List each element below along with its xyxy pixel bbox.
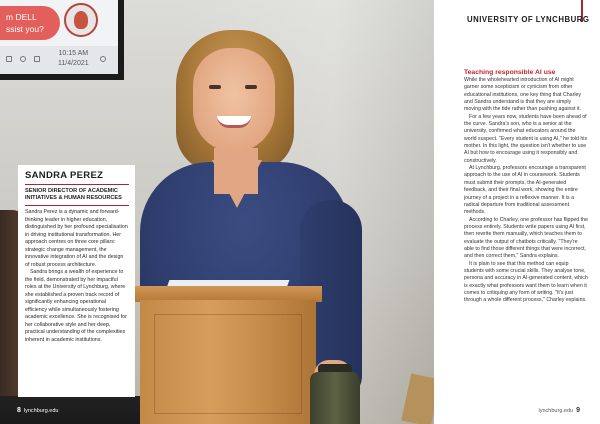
article-paragraph: It is plain to see that this method can equip students with some crucial skills. They analyse tone, persona and accuracy in AI-generated content, which is exactly what professors want them to learn when it comes to critiquing any form of writing. "It's just through a whole different process," Charley explains. xyxy=(464,260,588,304)
screen-taskbar xyxy=(0,46,118,74)
page-folio-left xyxy=(17,407,58,414)
speaker-face xyxy=(193,48,275,152)
section-heading: Teaching responsible AI use xyxy=(464,69,556,76)
page-number-left: 8 xyxy=(17,407,21,414)
water-bottle xyxy=(310,372,360,424)
assistant-speech-bubble: m DELL ssist you? xyxy=(0,6,60,40)
wifi-icon xyxy=(6,56,12,62)
screen-time: 10:15 AM xyxy=(58,50,89,57)
site-url-left: lynchburg.edu xyxy=(23,408,59,414)
volume-icon xyxy=(20,56,26,62)
bio-box xyxy=(18,165,135,397)
screen-clock xyxy=(58,49,89,69)
battery-icon xyxy=(34,56,40,62)
article-paragraph: For a few years now, students have been ahead of the curve. Sandra's son, who is a senior at the university, confirmed what educators around the world suspect. "Every student is using AI," he told his mother. In this light, the question isn't whether to use AI but how to encourage using it responsibly and constructively. xyxy=(464,113,588,164)
article-body xyxy=(464,69,588,305)
article-paragraph: According to Charley, one professor has flipped the process entirely. Students write papers using AI first, then rewrite them manually, which teaches them to evaluate the output of chatbots critically. "They're able to find those different things that were incorrect, and then correct them," Sandra explains. xyxy=(464,216,588,260)
projector-screen xyxy=(0,0,124,80)
notification-icon xyxy=(100,56,106,62)
site-url-right: lynchburg.edu xyxy=(538,408,574,414)
bio-role: SENIOR DIRECTOR OF ACADEMIC INITIATIVES & HUMAN RESOURCES xyxy=(25,185,129,206)
screen-date: 11/4/2021 xyxy=(58,60,89,67)
article-paragraph: While the wholehearted introduction of AI might garner some scepticism or cynicism from other educational institutions, one key thing that Charley and Sandra understand is that they are simply moving with the tide rather than pushing against it. xyxy=(464,77,582,113)
article-paragraph: At Lynchburg, professors encourage a transparent approach to the use of AI in coursework. Students must submit their prompts, the AI-generated feedback, and their final work, showing the entire journey of a project in a reflexive manner. It is a radical departure from traditional assessment methods. xyxy=(464,165,586,216)
page-folio-right xyxy=(539,407,580,414)
article-page xyxy=(434,0,600,424)
running-header: UNIVERSITY OF LYNCHBURG xyxy=(467,15,590,24)
bio-paragraph: Sandra Perez is a dynamic and forward-thinking leader in higher education, distinguished by her profound specialisation in driving institutional transformation. Her approach centres on three core pillars: strategic change management, the innovative integration of AI and the design of robust process architecture. xyxy=(25,209,128,268)
page-number-right: 9 xyxy=(576,407,580,414)
bio-name: SANDRA PEREZ xyxy=(25,170,129,185)
bio-paragraph: Sandra brings a wealth of experience to the field, demonstrated by her impactful roles at the University of Lynchburg, where she established a proven track record of significantly enhancing operational efficiency while simultaneously fostering academic excellence. She is recognised for her collaborative style and her deep, practical understanding of the complexities inherent in academic institutions. xyxy=(25,269,127,343)
mascot-icon xyxy=(64,3,98,37)
wooden-lectern xyxy=(140,300,316,424)
